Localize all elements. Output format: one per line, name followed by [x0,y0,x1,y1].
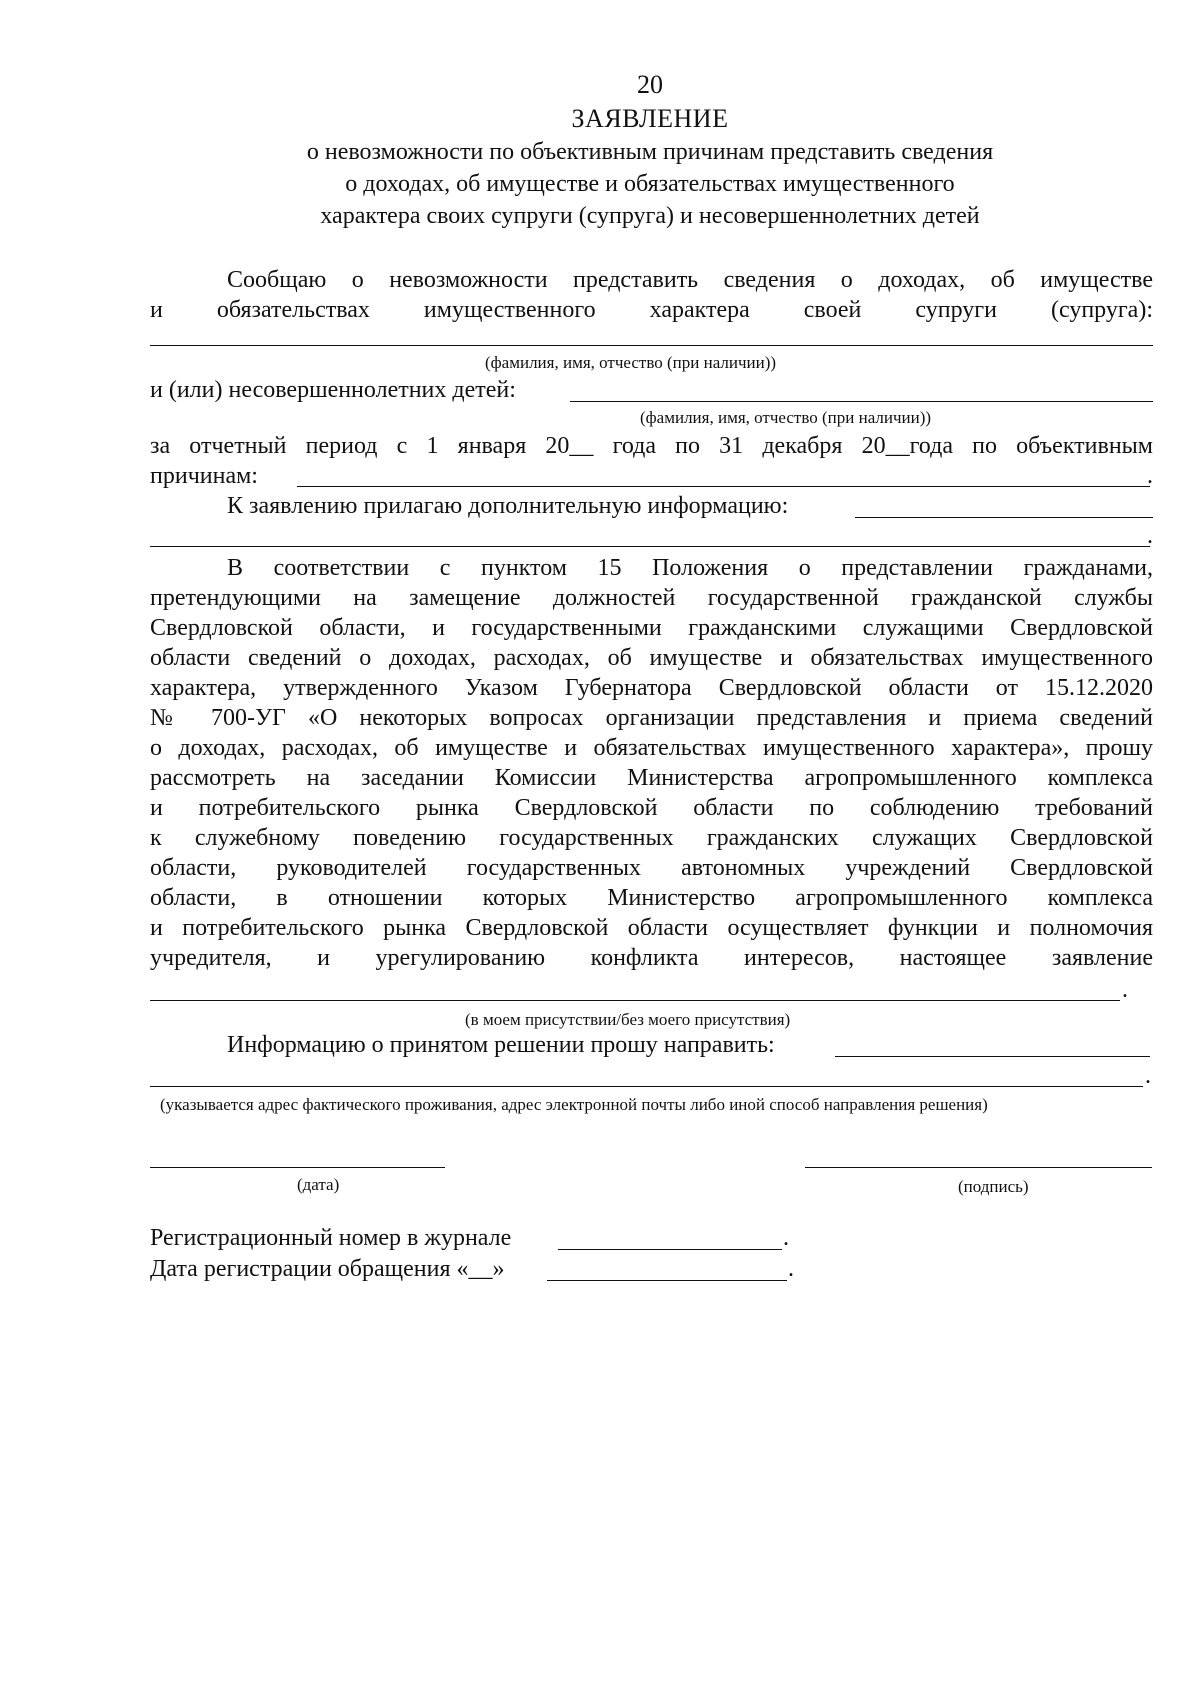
attachment-label: К заявлению прилагаю дополнительную информацию: [227,493,789,519]
presence-field[interactable] [150,1000,1120,1001]
journal-number-field[interactable] [558,1249,782,1250]
journal-number-label: Регистрационный номер в журнале [150,1225,512,1251]
subtitle-line: характера своих супруги (супруга) и несовершеннолетних детей [320,203,980,229]
info-end-dot: . [1145,1063,1151,1089]
paragraph-line: № 700-УГ «О некоторых вопросах организации представления и приема сведений [150,705,1153,731]
paragraph-line: области сведений о доходах, расходах, об имуществе и обязательствах имущественного [150,645,1153,671]
paragraph-line: учредителя, и урегулированию конфликта интересов, настоящее заявление [150,945,1153,971]
paragraph-line: рассмотреть на заседании Комиссии Министерства агропромышленного комплекса [150,765,1153,791]
info-field-line-2[interactable] [150,1086,1143,1087]
registration-end-dot: . [788,1256,794,1282]
paragraph-line: области, в отношении которых Министерство агропромышленного комплекса [150,885,1153,911]
info-label: Информацию о принятом решении прошу направить: [227,1032,775,1058]
spouse-name-hint: (фамилия, имя, отчество (при наличии)) [485,353,777,372]
registration-date-label: Дата регистрации обращения «__» [150,1256,505,1282]
presence-hint: (в моем присутствии/без моего присутствия) [465,1010,791,1029]
main-paragraph [150,553,1153,973]
document-title: ЗАЯВЛЕНИЕ [571,104,729,133]
date-label: (дата) [297,1175,340,1194]
info-field[interactable] [835,1056,1150,1057]
period-line: за отчетный период с 1 января 20__ года по 31 декабря 20__года по объективным [150,433,1153,459]
children-label: и (или) несовершеннолетних детей: [150,377,516,403]
reasons-end-dot: . [1147,463,1153,489]
intro-line-2: и обязательствах имущественного характера своей супруги (супруга): [150,297,1153,323]
paragraph-line: и потребительского рынка Свердловской области осуществляет функции и полномочия [150,915,1153,941]
spouse-name-field[interactable] [150,345,1153,346]
subtitle-line: о невозможности по объективным причинам представить сведения [306,139,994,165]
presence-end-dot: . [1122,977,1128,1003]
paragraph-line: и потребительского рынка Свердловской области по соблюдению требований [150,795,1153,821]
subtitle-line: о доходах, об имуществе и обязательствах имущественного [345,171,955,197]
date-field[interactable] [150,1167,445,1168]
signature-field[interactable] [805,1167,1152,1168]
document-subtitle [150,136,1150,232]
intro-line-1: Сообщаю о невозможности представить сведения о доходах, об имуществе [227,267,1153,293]
signature-label: (подпись) [958,1177,1029,1196]
attachment-field-line-2[interactable] [150,546,1150,547]
paragraph-line: характера, утвержденного Указом Губернатора Свердловской области от 15.12.2020 [150,675,1153,701]
registration-date-field[interactable] [547,1280,787,1281]
attachment-field[interactable] [855,517,1153,518]
children-name-hint: (фамилия, имя, отчество (при наличии)) [640,408,932,427]
paragraph-line: области, руководителей государственных автономных учреждений Свердловской [150,855,1153,881]
paragraph-line: претендующими на замещение должностей государственной гражданской службы [150,585,1153,611]
reasons-label: причинам: [150,463,258,489]
attachment-end-dot: . [1147,523,1153,549]
paragraph-line: Свердловской области, и государственными гражданскими служащими Свердловской [150,615,1153,641]
paragraph-line: о доходах, расходах, об имуществе и обязательствах имущественного характера», прошу [150,735,1153,761]
address-hint: (указывается адрес фактического проживания, адрес электронной почты либо иной способ направления решения) [160,1095,988,1114]
reasons-field[interactable] [297,486,1150,487]
page-number: 20 [637,70,663,99]
paragraph-line: к служебному поведению государственных гражданских служащих Свердловской [150,825,1153,851]
children-name-field[interactable] [570,401,1153,402]
journal-end-dot: . [783,1225,789,1251]
paragraph-line: В соответствии с пунктом 15 Положения о представлении гражданами, [227,555,1153,581]
